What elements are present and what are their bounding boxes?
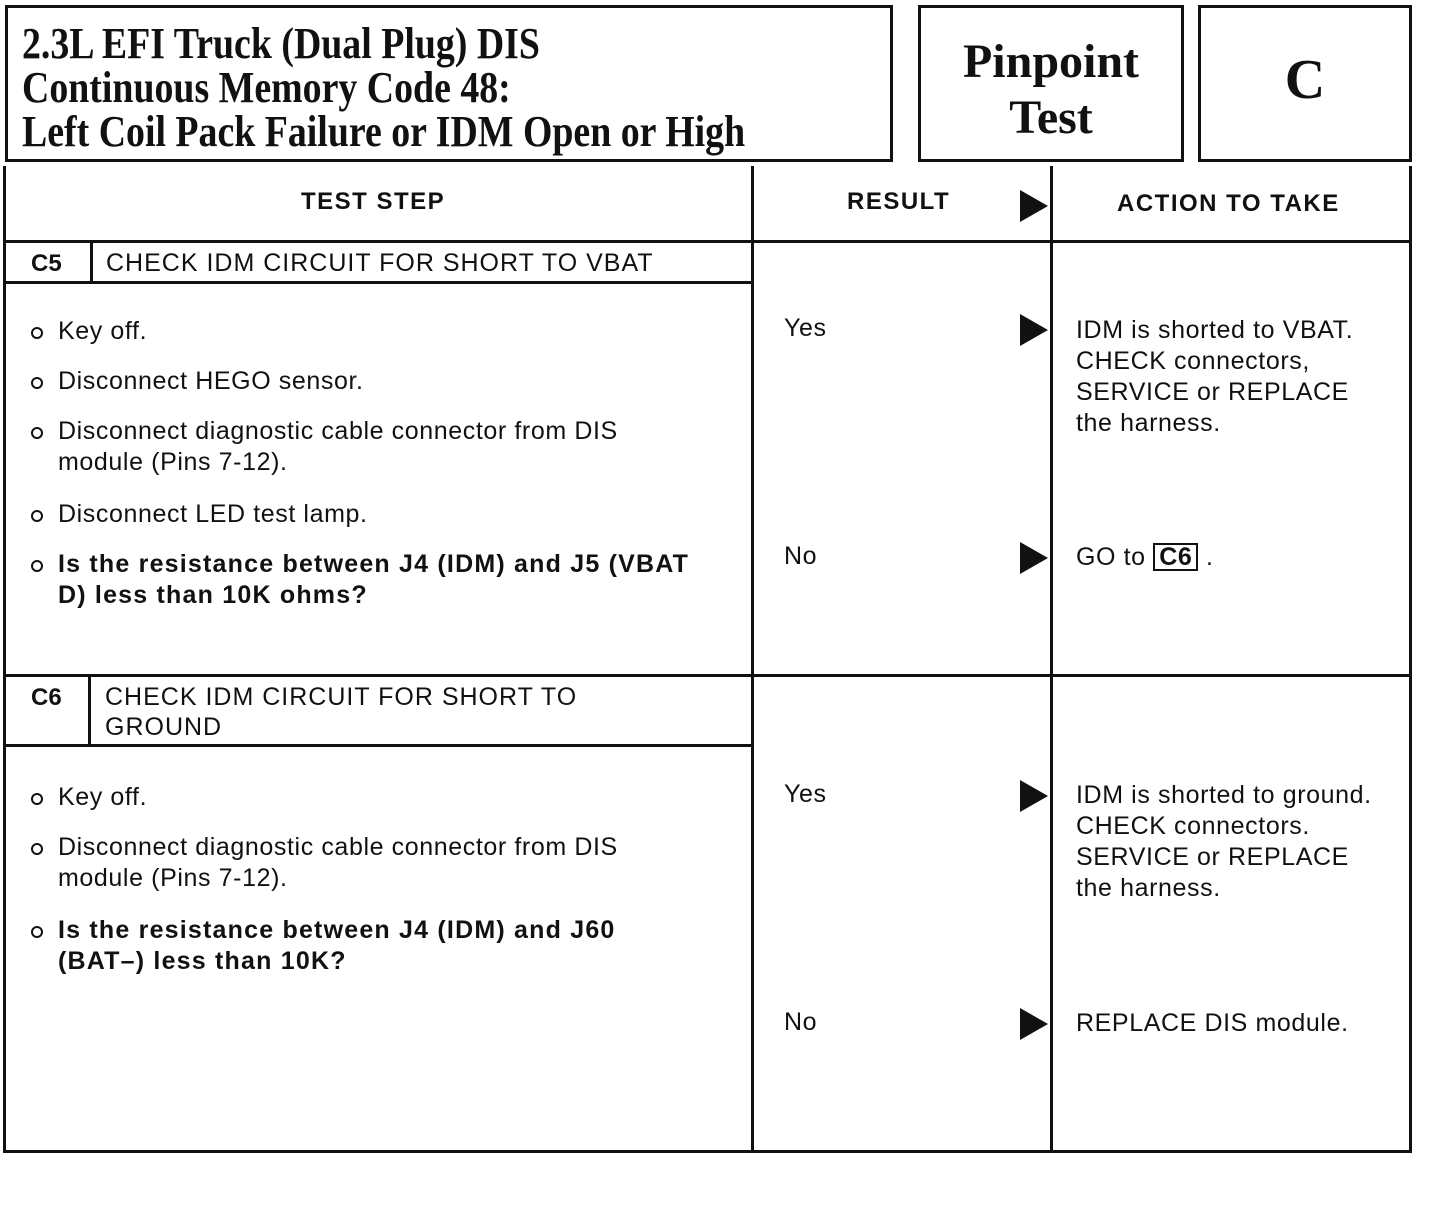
c6-bullet-1: Key off. [58,783,148,811]
c5-bullet-3: Disconnect diagnostic cable connector from DIS module (Pins 7-12). [58,417,618,476]
step-id-c6: C6 [31,684,62,711]
step-title-c5: CHECK IDM CIRCUIT FOR SHORT TO VBAT [106,249,654,277]
c6-action-yes: IDM is shorted to ground. CHECK connectors. SERVICE or REPLACE the harness. [1076,781,1372,902]
title-line-1: 2.3L EFI Truck (Dual Plug) DIS [22,19,540,68]
c6-result-no: No [784,1008,818,1036]
arrow-right-icon [1020,1008,1048,1040]
c5-action-no-prefix: GO to [1076,543,1146,571]
c5-result-yes: Yes [784,314,827,342]
table-border-right [1409,166,1412,1153]
title-box [5,5,893,162]
bullet-icon [31,327,43,339]
c5-action-yes: IDM is shorted to VBAT. CHECK connectors, SERVICE or REPLACE the harness. [1076,316,1354,437]
header-arrow-icon [1020,190,1048,222]
c5-action-no-suffix: . [1205,543,1214,571]
step-title-c6-line-2: GROUND [105,713,223,741]
table-border-left [3,166,6,1153]
c5-bullet-4: Disconnect LED test lamp. [58,500,368,528]
c5-id-divider [90,240,93,284]
bullet-icon [31,560,43,572]
title-line-3: Left Coil Pack Failure or IDM Open or High [22,107,746,156]
header-row-divider [3,240,1412,243]
c5-result-no: No [784,542,818,570]
c5-bullet-1: Key off. [58,317,148,345]
step-title-c6 [105,682,577,742]
step-ref-c6[interactable]: C6 [1153,543,1198,571]
c5-title-divider [3,281,754,284]
column-divider-result [751,166,754,1153]
pinpoint-test-box [918,5,1184,162]
c6-bullet-question: Is the resistance between J4 (IDM) and J60 (BAT–) less than 10K? [58,916,616,975]
bullet-icon [31,843,43,855]
pinpoint-table [3,166,1412,1153]
step-id-c5: C5 [31,250,62,277]
c6-result-yes: Yes [784,780,827,808]
test-letter: C [1284,49,1326,111]
arrow-right-icon [1020,542,1048,574]
column-header-action: ACTION TO TAKE [1117,190,1340,217]
pinpoint-word: Pinpoint [962,35,1140,88]
c6-action-no: REPLACE DIS module. [1076,1009,1349,1037]
step-title-c6-line-1: CHECK IDM CIRCUIT FOR SHORT TO [105,683,578,711]
title-line-2: Continuous Memory Code 48: [22,63,511,112]
bullet-icon [31,377,43,389]
column-divider-action [1050,166,1053,1153]
test-letter-box [1198,5,1412,162]
c6-id-divider [88,674,91,747]
bullet-icon [31,793,43,805]
column-header-result: RESULT [847,188,951,215]
c5-bullet-2: Disconnect HEGO sensor. [58,367,364,395]
c6-bullet-2: Disconnect diagnostic cable connector from DIS module (Pins 7-12). [58,833,618,892]
column-header-test-step: TEST STEP [301,188,446,215]
table-border-bottom [3,1150,1412,1153]
arrow-right-icon [1020,314,1048,346]
bullet-icon [31,510,43,522]
bullet-icon [31,926,43,938]
step-divider [3,674,1412,677]
arrow-right-icon [1020,780,1048,812]
bullet-icon [31,427,43,439]
c5-action-no [1076,542,1214,573]
c6-title-divider [3,744,754,747]
c5-bullet-question: Is the resistance between J4 (IDM) and J5 (VBAT D) less than 10K ohms? [58,550,690,609]
test-word: Test [1009,91,1093,144]
